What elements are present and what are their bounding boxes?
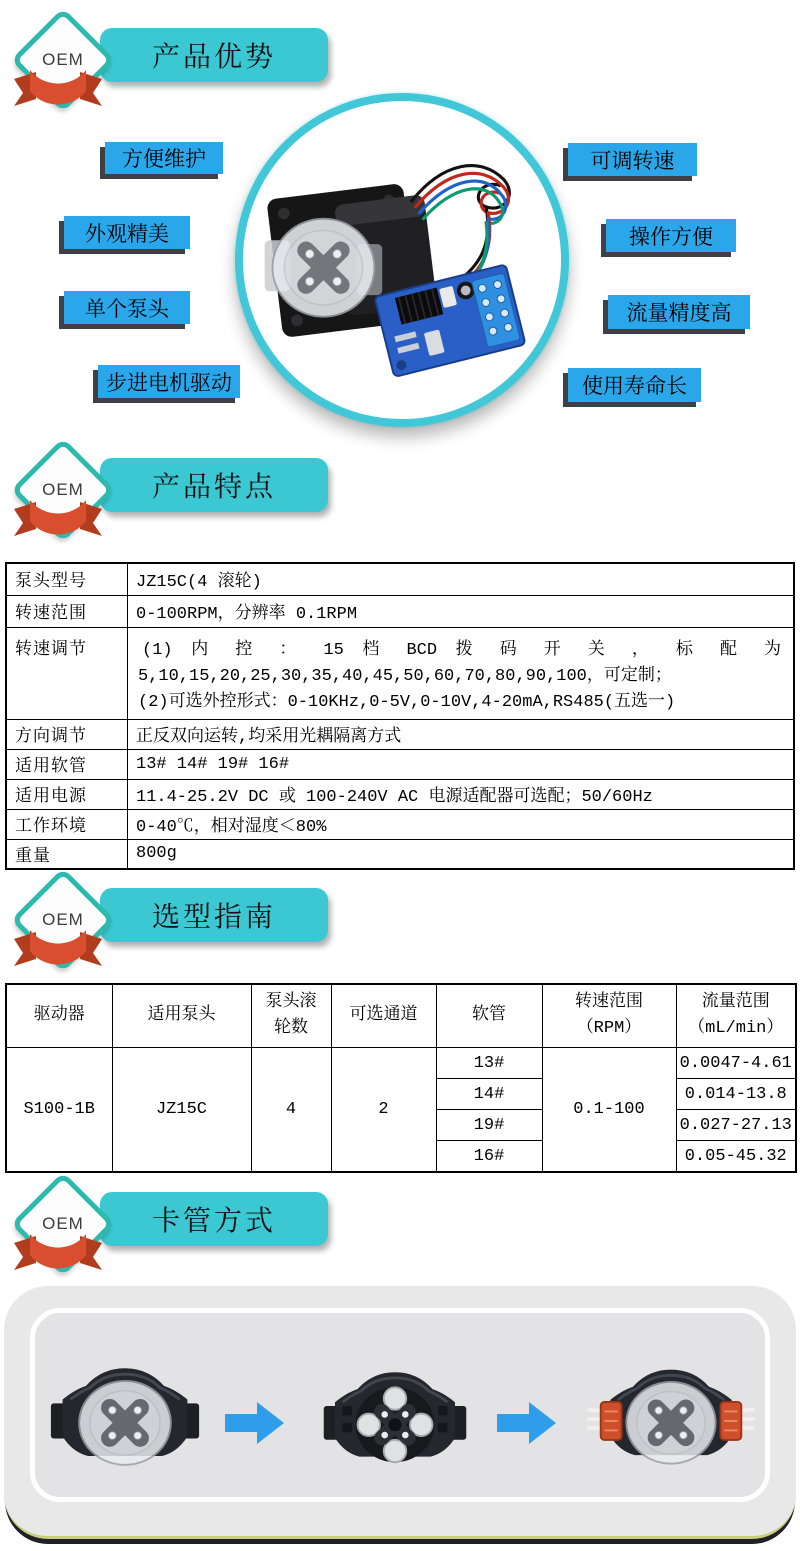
spec-value-line: (1) 内 控 ： 15 档 BCD 拨 码 开 关 ， 标 配 为 [142, 641, 781, 660]
section-title-banner [100, 1192, 328, 1246]
section-title: 卡管方式 [151, 1205, 276, 1236]
section-title-banner [100, 888, 328, 942]
oem-badge-label: OEM [42, 1214, 84, 1233]
col-header-line: 轮数 [274, 1019, 308, 1038]
spec-value: JZ15C(4 滚轮) [128, 563, 795, 595]
section-header-clamping [0, 1174, 360, 1284]
oem-badge-label: OEM [42, 50, 84, 69]
section-title: 产品特点 [151, 471, 276, 502]
advantage-label: 外观精美 [85, 222, 169, 246]
table-row [6, 809, 794, 839]
table-row [6, 749, 794, 779]
advantage-label: 流量精度高 [626, 302, 732, 325]
spec-value: 正反双向运转,均采用光耦隔离方式 [128, 719, 795, 749]
advantage-item [64, 216, 190, 249]
advantage-label: 可调转速 [590, 149, 675, 173]
section-title-banner [100, 458, 328, 512]
table-row [6, 1048, 796, 1079]
section-header-advantages [0, 10, 360, 120]
col-header-pump-head: 适用泵头 [112, 984, 251, 1048]
spec-value: 0-40℃，相对湿度＜80% [128, 809, 795, 839]
spec-value: 800g [128, 839, 795, 869]
spec-value-line: 5,10,15,20,25,30,35,40,45,50,60,70,80,90,100，可定制； [138, 667, 672, 686]
col-header-channels: 可选通道 [331, 984, 436, 1048]
spec-value: 0-100RPM，分辨率 0.1RPM [128, 595, 795, 627]
spec-label: 转速调节 [6, 627, 128, 719]
rollers-cell: 4 [251, 1048, 331, 1173]
advantage-item [98, 365, 240, 398]
col-header-speed [542, 984, 676, 1048]
section-title: 产品优势 [151, 41, 276, 72]
section-header-selection [0, 870, 360, 980]
oem-badge-label: OEM [42, 910, 84, 929]
advantage-item [568, 368, 701, 402]
flow-cell: 0.0047-4.61 [676, 1048, 796, 1079]
advantage-item [606, 219, 736, 252]
spec-label: 工作环境 [6, 809, 128, 839]
tube-cell: 13# [436, 1048, 542, 1079]
spec-label: 泵头型号 [6, 563, 128, 595]
product-photo-circle [235, 93, 569, 427]
pump-head-step2-open [320, 1364, 470, 1478]
table-row [6, 563, 794, 595]
col-header-driver: 驱动器 [6, 984, 112, 1048]
spec-value: 13# 14# 19# 16# [128, 749, 795, 779]
spec-label: 转速范围 [6, 595, 128, 627]
pump-head-step1-closed [47, 1360, 203, 1478]
spec-label: 适用电源 [6, 779, 128, 809]
advantage-label: 步进电机驱动 [106, 371, 232, 395]
table-row [6, 719, 794, 749]
table-row [6, 595, 794, 627]
spec-table [5, 562, 795, 870]
advantage-item [608, 295, 750, 329]
spec-value: 11.4-25.2V DC 或 100-240V AC 电源适配器可选配；50/60Hz [128, 779, 795, 809]
driver-cell: S100-1B [6, 1048, 112, 1173]
pump-driver-product-photo [247, 105, 541, 399]
col-header-line: 泵头滚 [265, 993, 317, 1012]
col-header-line: （mL/min） [688, 1019, 784, 1038]
section-title: 选型指南 [151, 901, 276, 932]
col-header-tubing: 软管 [436, 984, 542, 1048]
advantage-label: 方便维护 [122, 148, 206, 171]
col-header-line: （RPM） [576, 1019, 642, 1038]
flow-cell: 0.05-45.32 [676, 1141, 796, 1173]
table-row [6, 627, 794, 719]
table-row [6, 779, 794, 809]
section-title-banner [100, 28, 328, 82]
flow-cell: 0.027-27.13 [676, 1110, 796, 1141]
oem-badge-label: OEM [42, 480, 84, 499]
spec-label: 方向调节 [6, 719, 128, 749]
flow-cell: 0.014-13.8 [676, 1079, 796, 1110]
advantage-label: 操作方便 [629, 225, 713, 249]
col-header-line: 转速范围 [575, 993, 643, 1012]
tube-cell: 14# [436, 1079, 542, 1110]
advantage-label: 使用寿命长 [582, 375, 687, 398]
spec-value [128, 627, 795, 719]
arrow-right-icon [497, 1401, 557, 1445]
arrow-right-icon [225, 1401, 285, 1445]
spec-label: 适用软管 [6, 749, 128, 779]
advantage-item [568, 143, 697, 176]
pump-head-cell: JZ15C [112, 1048, 251, 1173]
spec-value-line: (2)可选外控形式：0-10KHz,0-5V,0-10V,4-20mA,RS485(五选一) [138, 693, 676, 712]
section-header-features [0, 440, 360, 550]
table-row [6, 839, 794, 869]
advantage-item [105, 142, 223, 174]
speed-cell: 0.1-100 [542, 1048, 676, 1173]
advantage-item [64, 291, 190, 324]
col-header-line: 流量范围 [701, 993, 770, 1012]
advantage-label: 单个泵头 [85, 297, 169, 321]
selection-table [5, 983, 797, 1173]
spec-label: 重量 [6, 839, 128, 869]
channels-cell: 2 [331, 1048, 436, 1173]
tube-cell: 19# [436, 1110, 542, 1141]
col-header-rollers [251, 984, 331, 1048]
tube-cell: 16# [436, 1141, 542, 1173]
pump-head-step3-clamped [585, 1362, 757, 1476]
col-header-flow [676, 984, 796, 1048]
table-header-row [6, 984, 796, 1048]
